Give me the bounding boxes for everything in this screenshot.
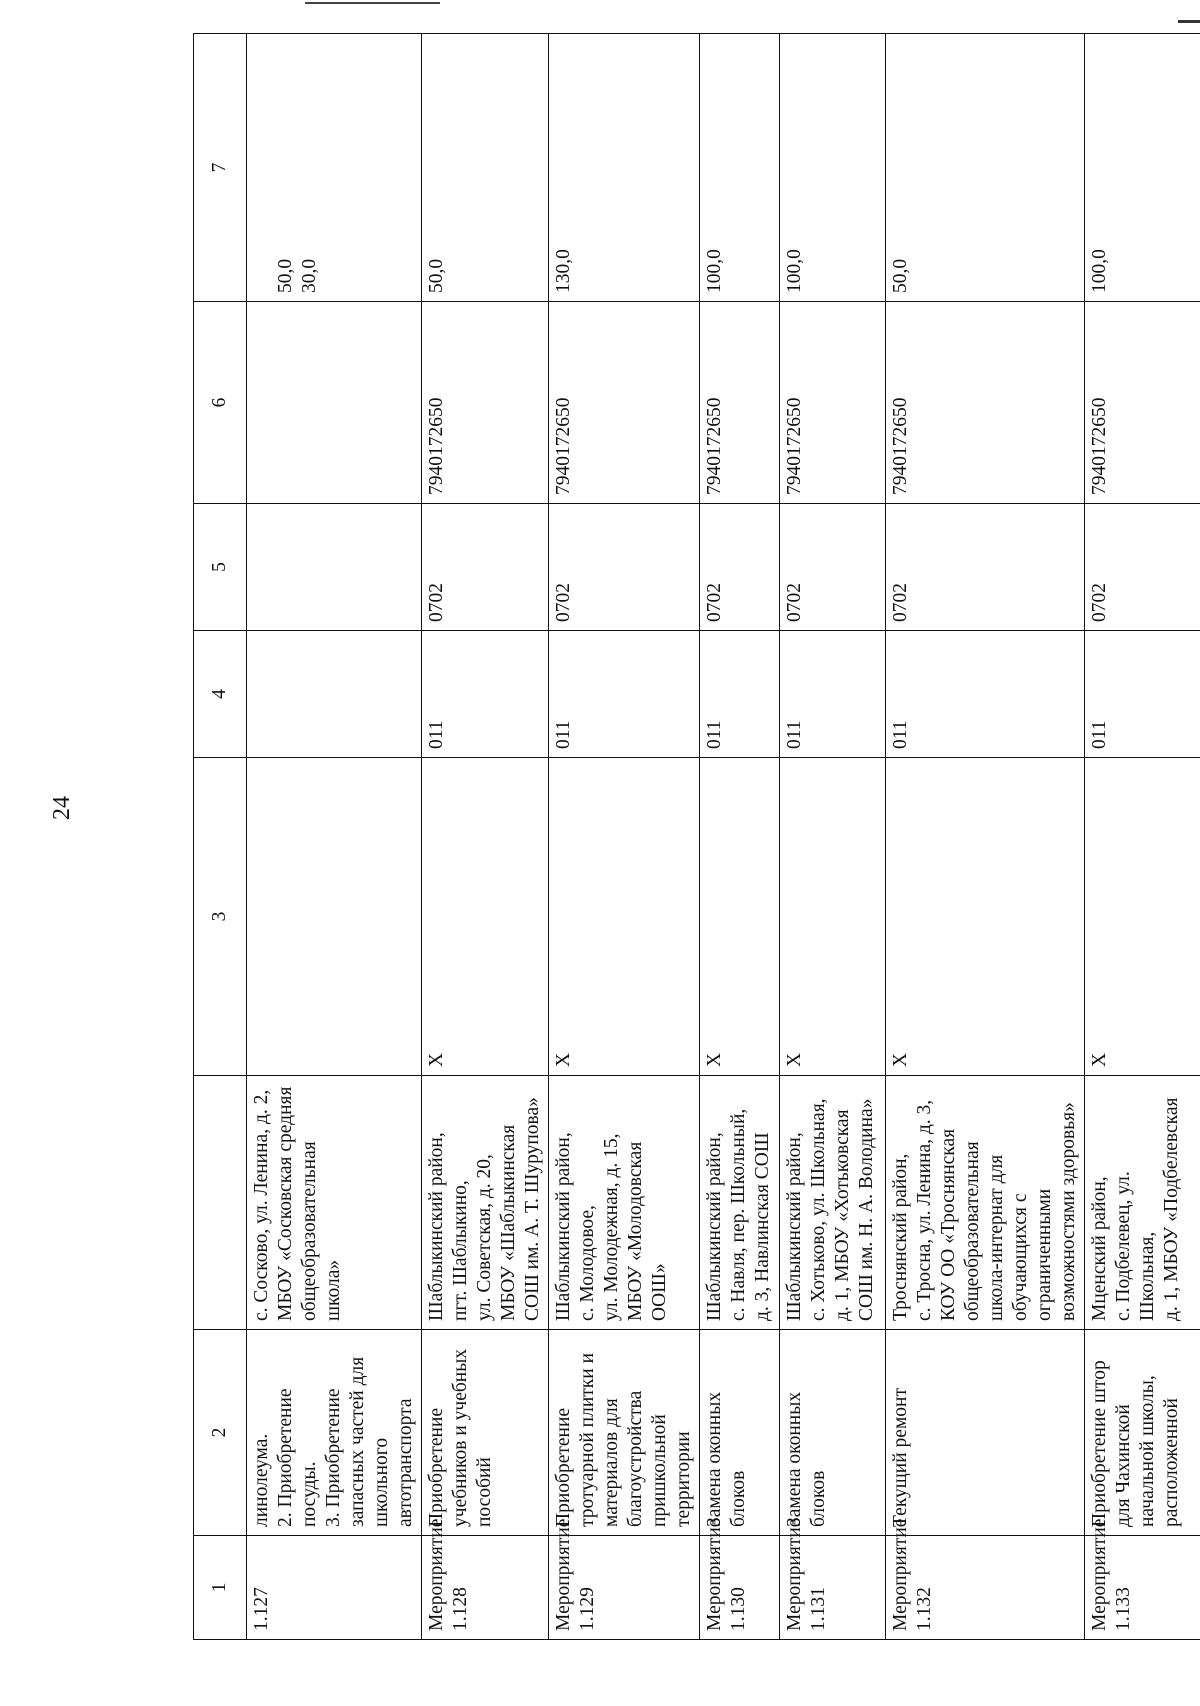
column-header: 5 (194, 504, 247, 631)
row-col7: 130,0 (549, 34, 700, 302)
row-col4: 011 (422, 631, 549, 758)
row-col4 (247, 631, 422, 758)
row-action: Приобретение тротуарной плитки и материалов для благоустройства пришкольной территории (549, 1330, 700, 1536)
table-row (780, 34, 886, 1640)
row-id: Мероприятие 1.131 (780, 1536, 886, 1640)
row-action: Замена оконных блоков (700, 1330, 780, 1536)
row-col3: Х (1085, 758, 1200, 1076)
column-header: 1 (194, 1536, 247, 1640)
scan-artifact-mark (1178, 20, 1200, 23)
column-header (194, 1076, 247, 1330)
row-col7: 50,0 (422, 34, 549, 302)
row-col7: 50,0 (886, 34, 1085, 302)
row-location: Шаблыкинский район, пгт. Шаблыкино, ул. Советская, д. 20, МБОУ «Шаблыкинская СОШ им. А. Т. Шурупова» (422, 1076, 549, 1330)
row-col5: 0702 (1085, 504, 1200, 631)
row-col6: 7940172650 (1085, 302, 1200, 504)
activities-table (193, 33, 1200, 1640)
row-col4: 011 (1085, 631, 1200, 758)
row-id: Мероприятие 1.128 (422, 1536, 549, 1640)
row-location: Мценский район, с. Подбелевец, ул. Школьная, д. 1, МБОУ «Подбелевская (1085, 1076, 1200, 1330)
table-row (1085, 34, 1200, 1640)
row-col4: 011 (780, 631, 886, 758)
column-header: 6 (194, 302, 247, 504)
row-id: Мероприятие 1.132 (886, 1536, 1085, 1640)
row-col5: 0702 (700, 504, 780, 631)
row-col3 (247, 758, 422, 1076)
row-col5: 0702 (422, 504, 549, 631)
row-col3: Х (886, 758, 1085, 1076)
row-action: Замена оконных блоков (780, 1330, 886, 1536)
row-col4: 011 (549, 631, 700, 758)
row-col6: 7940172650 (422, 302, 549, 504)
row-location: Троснянский район, с. Тросна, ул. Ленина, д. 3, КОУ ОО «Троснянская общеобразовательная школа-интернат для обучающихся с ограниченными возможностями здоровья» (886, 1076, 1085, 1330)
row-col3: Х (549, 758, 700, 1076)
row-id: 1.127 (247, 1536, 422, 1640)
row-action: Текущий ремонт (886, 1330, 1085, 1536)
row-col5: 0702 (886, 504, 1085, 631)
row-id: Мероприятие 1.129 (549, 1536, 700, 1640)
row-col7: 100,0 (780, 34, 886, 302)
column-header: 3 (194, 758, 247, 1076)
row-location: Шаблыкинский район, с. Навля, пер. Школьный, д. 3, Навлинская СОШ (700, 1076, 780, 1330)
row-location: с. Сосково, ул. Ленина, д. 2, МБОУ «Сосковская средняя общеобразовательная школа» (247, 1076, 422, 1330)
row-col5: 0702 (549, 504, 700, 631)
row-col7: 50,0 30,0 (247, 34, 422, 302)
row-col5 (247, 504, 422, 631)
column-header: 4 (194, 631, 247, 758)
column-header: 2 (194, 1330, 247, 1536)
table-row (247, 34, 422, 1640)
row-col4: 011 (700, 631, 780, 758)
row-col6: 7940172650 (886, 302, 1085, 504)
row-action: Приобретение штор для Чахинской начальной школы, расположенной (1085, 1330, 1200, 1536)
row-action: линолеума. 2. Приобретение посуды. 3. Приобретение запасных частей для школьного автотранспорта (247, 1330, 422, 1536)
row-location: Шаблыкинский район, с. Хотьково, ул. Школьная, д. 1, МБОУ «Хотьковская СОШ им. Н. А. Володина» (780, 1076, 886, 1330)
table-row (700, 34, 780, 1640)
row-action: Приобретение учебников и учебных пособий (422, 1330, 549, 1536)
row-id: Мероприятие 1.130 (700, 1536, 780, 1640)
row-col3: Х (700, 758, 780, 1076)
row-location: Шаблыкинский район, с. Молодовое, ул. Молодежная, д. 15, МБОУ «Молодовская ООШ» (549, 1076, 700, 1330)
row-id: Мероприятие 1.133 (1085, 1536, 1200, 1640)
row-col6: 7940172650 (700, 302, 780, 504)
row-col4: 011 (886, 631, 1085, 758)
row-col7: 100,0 (1085, 34, 1200, 302)
scan-artifact-line (305, 2, 440, 4)
table-header-row (194, 34, 247, 1640)
row-col6: 7940172650 (549, 302, 700, 504)
row-col3: Х (422, 758, 549, 1076)
row-col6 (247, 302, 422, 504)
document-table-container (193, 34, 1182, 1640)
row-col3: Х (780, 758, 886, 1076)
table-row (886, 34, 1085, 1640)
table-row (549, 34, 700, 1640)
column-header: 7 (194, 34, 247, 302)
table-row (422, 34, 549, 1640)
page-number: 24 (49, 796, 75, 820)
row-col5: 0702 (780, 504, 886, 631)
row-col6: 7940172650 (780, 302, 886, 504)
row-col7: 100,0 (700, 34, 780, 302)
